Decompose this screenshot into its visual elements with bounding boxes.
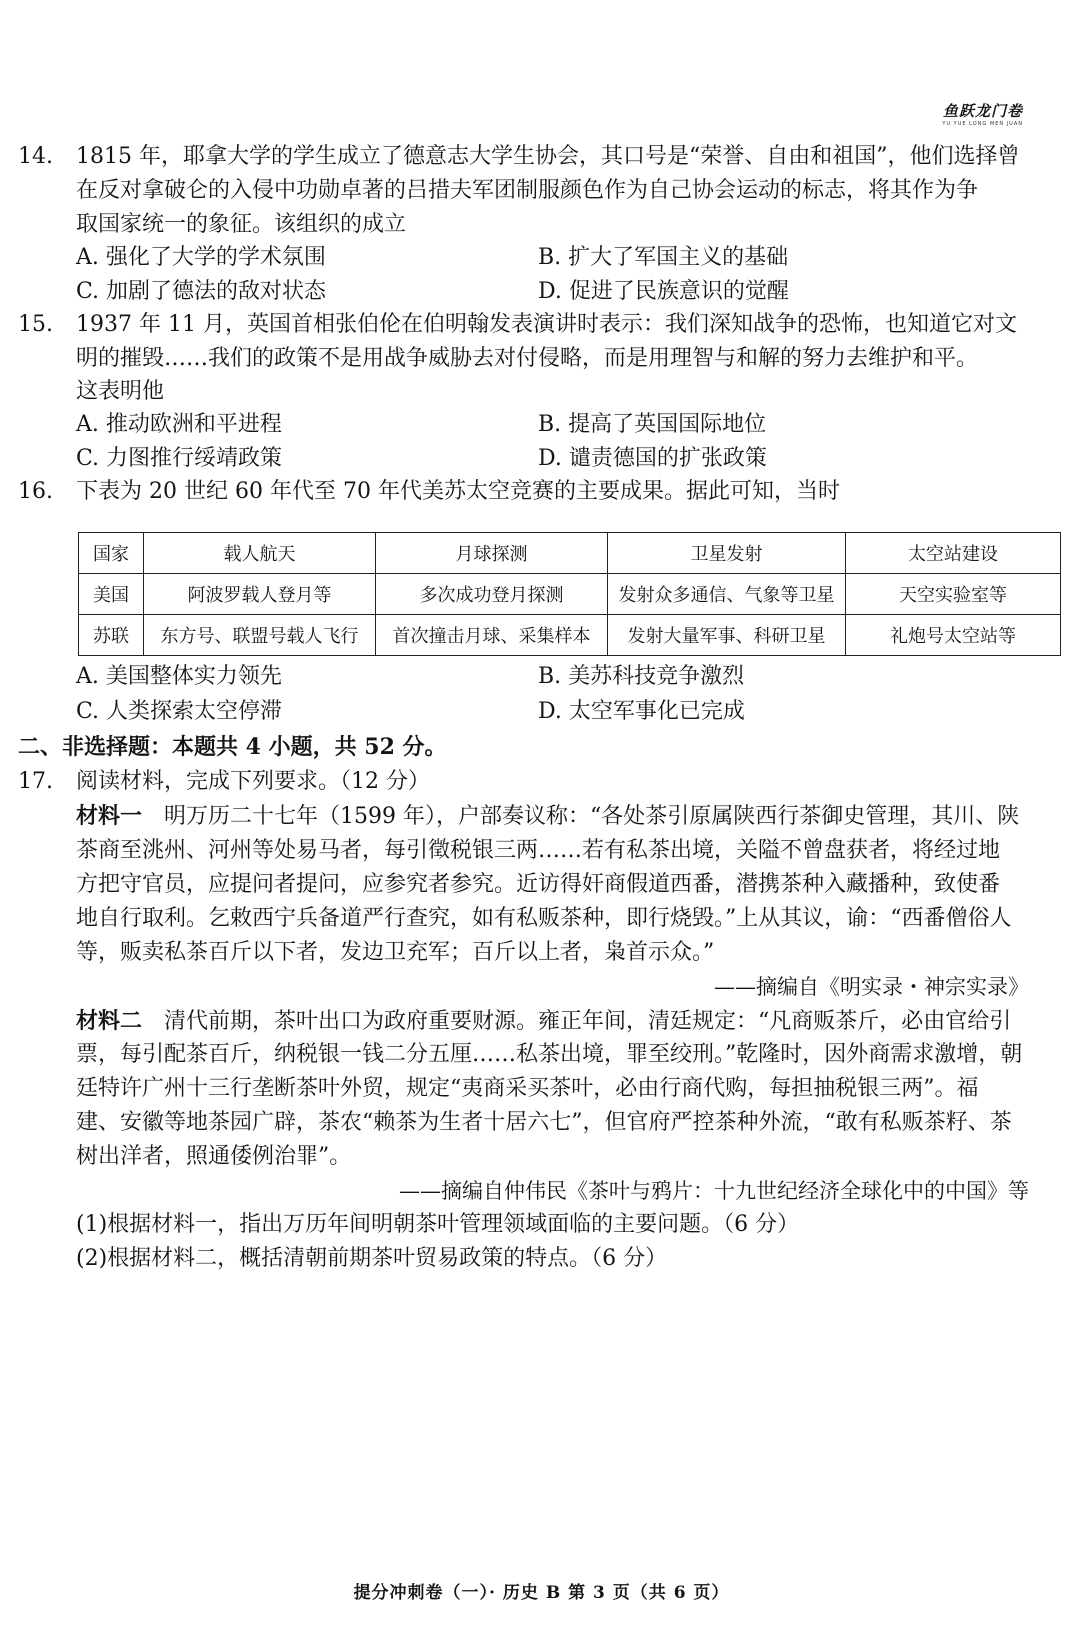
material-2-text-2: 票，每引配茶百斤，纳税银一钱二分五厘……私茶出境，罪至绞刑。”乾隆时，因外商需求激增，朝 [76,1042,1023,1067]
logo-text: 鱼跃龙门卷 [942,102,1023,120]
material-2-line-1 [76,1006,1011,1037]
table-cell: 发射众多通信、气象等卫星 [608,574,846,615]
table-cell: 多次成功登月探测 [376,574,608,615]
space-race-table [78,532,1061,656]
q17-sub-question-1: (1)根据材料一，指出万历年间明朝茶叶管理领域面临的主要问题。（6 分） [76,1212,800,1237]
q14-option-d: D. 促进了民族意识的觉醒 [538,279,789,304]
q16-option-c: C. 人类探索太空停滞 [76,699,283,724]
material-1-text-1: 明万历二十七年（1599 年），户部奏议称：“各处茶引原属陕西行茶御史管理，其川、陕 [164,804,1020,829]
table-header-cell: 太空站建设 [846,533,1061,574]
material-2-source: ——摘编自仲伟民《茶叶与鸦片：十九世纪经济全球化中的中国》等 [399,1179,1029,1203]
table-cell: 美国 [79,574,144,615]
q15-stem-2: 明的摧毁……我们的政策不是用战争威胁去对付侵略，而是用理智与和解的努力去维护和平。 [76,346,979,371]
brand-logo [942,100,1023,127]
q15-option-a: A. 推动欧洲和平进程 [76,412,282,437]
q16-line-1 [18,477,840,507]
q15-line-1 [18,310,1017,340]
q15-option-c: C. 力图推行绥靖政策 [76,446,283,471]
q17-sub-question-2: (2)根据材料二，概括清朝前期茶叶贸易政策的特点。（6 分） [76,1246,668,1271]
q14-option-b: B. 扩大了军国主义的基础 [538,245,789,270]
table-cell: 阿波罗载人登月等 [144,574,376,615]
page-footer: 提分冲刺卷（一）· 历史 B 第 3 页（共 6 页） [353,1583,730,1603]
q14-line-1 [18,142,1019,172]
table-cell: 东方号、联盟号载人飞行 [144,615,376,656]
table-cell: 发射大量军事、科研卫星 [608,615,846,656]
q15-stem-3: 这表明他 [76,379,165,404]
q15-number: 15. [18,312,53,337]
material-1-label: 材料一 [76,803,143,829]
q14-option-c: C. 加剧了德法的敌对状态 [76,279,327,304]
material-2-text-5: 树出洋者，照通倭例治罪”。 [76,1144,352,1169]
q15-stem-1: 1937 年 11 月，英国首相张伯伦在伯明翰发表演讲时表示：我们深知战争的恐怖，也知道它对文 [76,312,1017,337]
material-1-text-3: 方把守官员，应提问者提问，应参究者参究。近访得奸商假道西番，潜携茶种入藏播种，致使番 [76,872,1001,897]
section-2-title: 二、非选择题：本题共 4 小题，共 52 分。 [18,734,447,760]
q15-option-b: B. 提高了英国国际地位 [538,412,767,437]
table-header-cell: 载人航天 [144,533,376,574]
table-cell: 礼炮号太空站等 [846,615,1061,656]
q14-stem-1: 1815 年，耶拿大学的学生成立了德意志大学生协会，其口号是“荣誉、自由和祖国”，他们选择曾 [76,144,1020,169]
q16-stem: 下表为 20 世纪 60 年代至 70 年代美苏太空竞赛的主要成果。据此可知，当时 [76,479,840,504]
q14-number: 14. [18,144,53,169]
table-header-cell: 月球探测 [376,533,608,574]
material-2-text-1: 清代前期，茶叶出口为政府重要财源。雍正年间，清廷规定：“凡商贩茶斤，必由官给引 [164,1009,1012,1034]
q15-option-d: D. 谴责德国的扩张政策 [538,446,767,471]
material-2-text-4: 建、安徽等地茶园广辟，茶农“赖茶为生者十居六七”，但官府严控茶种外流，“敢有私贩茶籽、茶 [76,1110,1012,1135]
material-2-text-3: 廷特许广州十三行垄断茶叶外贸，规定“夷商采买茶叶，必由行商代购，每担抽税银三两”。福 [76,1076,979,1101]
material-1-text-4: 地自行取利。乞敕西宁兵备道严行查究，如有私贩茶种，即行烧毁。”上从其议，谕：“西番僧俗人 [76,906,1012,931]
table-header-cell: 卫星发射 [608,533,846,574]
table-cell: 首次撞击月球、采集样本 [376,615,608,656]
material-1-source: ——摘编自《明实录・神宗实录》 [714,975,1029,999]
q14-option-a: A. 强化了大学的学术氛围 [76,245,326,270]
q17-stem: 阅读材料，完成下列要求。（12 分） [76,769,430,794]
material-1-line-1 [76,801,1019,832]
table-cell: 苏联 [79,615,144,656]
q16-option-d: D. 太空军事化已完成 [538,699,745,724]
table-row [79,615,1061,656]
table-header-cell: 国家 [79,533,144,574]
q16-number: 16. [18,479,53,504]
q17-number: 17. [18,769,53,794]
table-cell: 天空实验室等 [846,574,1061,615]
logo-subtext: YU YUE LONG MEN JUAN [942,121,1023,127]
material-1-text-5: 等，贩卖私茶百斤以下者，发边卫充军；百斤以上者，枭首示众。” [76,940,715,965]
material-1-text-2: 茶商至洮州、河州等处易马者，每引徵税银三两……若有私茶出境，关隘不曾盘获者，将经过地 [76,838,1001,863]
q16-option-a: A. 美国整体实力领先 [76,664,282,689]
q16-option-b: B. 美苏科技竞争激烈 [538,664,745,689]
q14-stem-2: 在反对拿破仑的入侵中功勋卓著的吕措夫军团制服颜色作为自己协会运动的标志，将其作为争 [76,178,979,203]
table-header-row [79,533,1061,574]
material-2-label: 材料二 [76,1008,143,1034]
table-row [79,574,1061,615]
q17-line-1 [18,767,430,797]
q14-stem-3: 取国家统一的象征。该组织的成立 [76,212,407,237]
